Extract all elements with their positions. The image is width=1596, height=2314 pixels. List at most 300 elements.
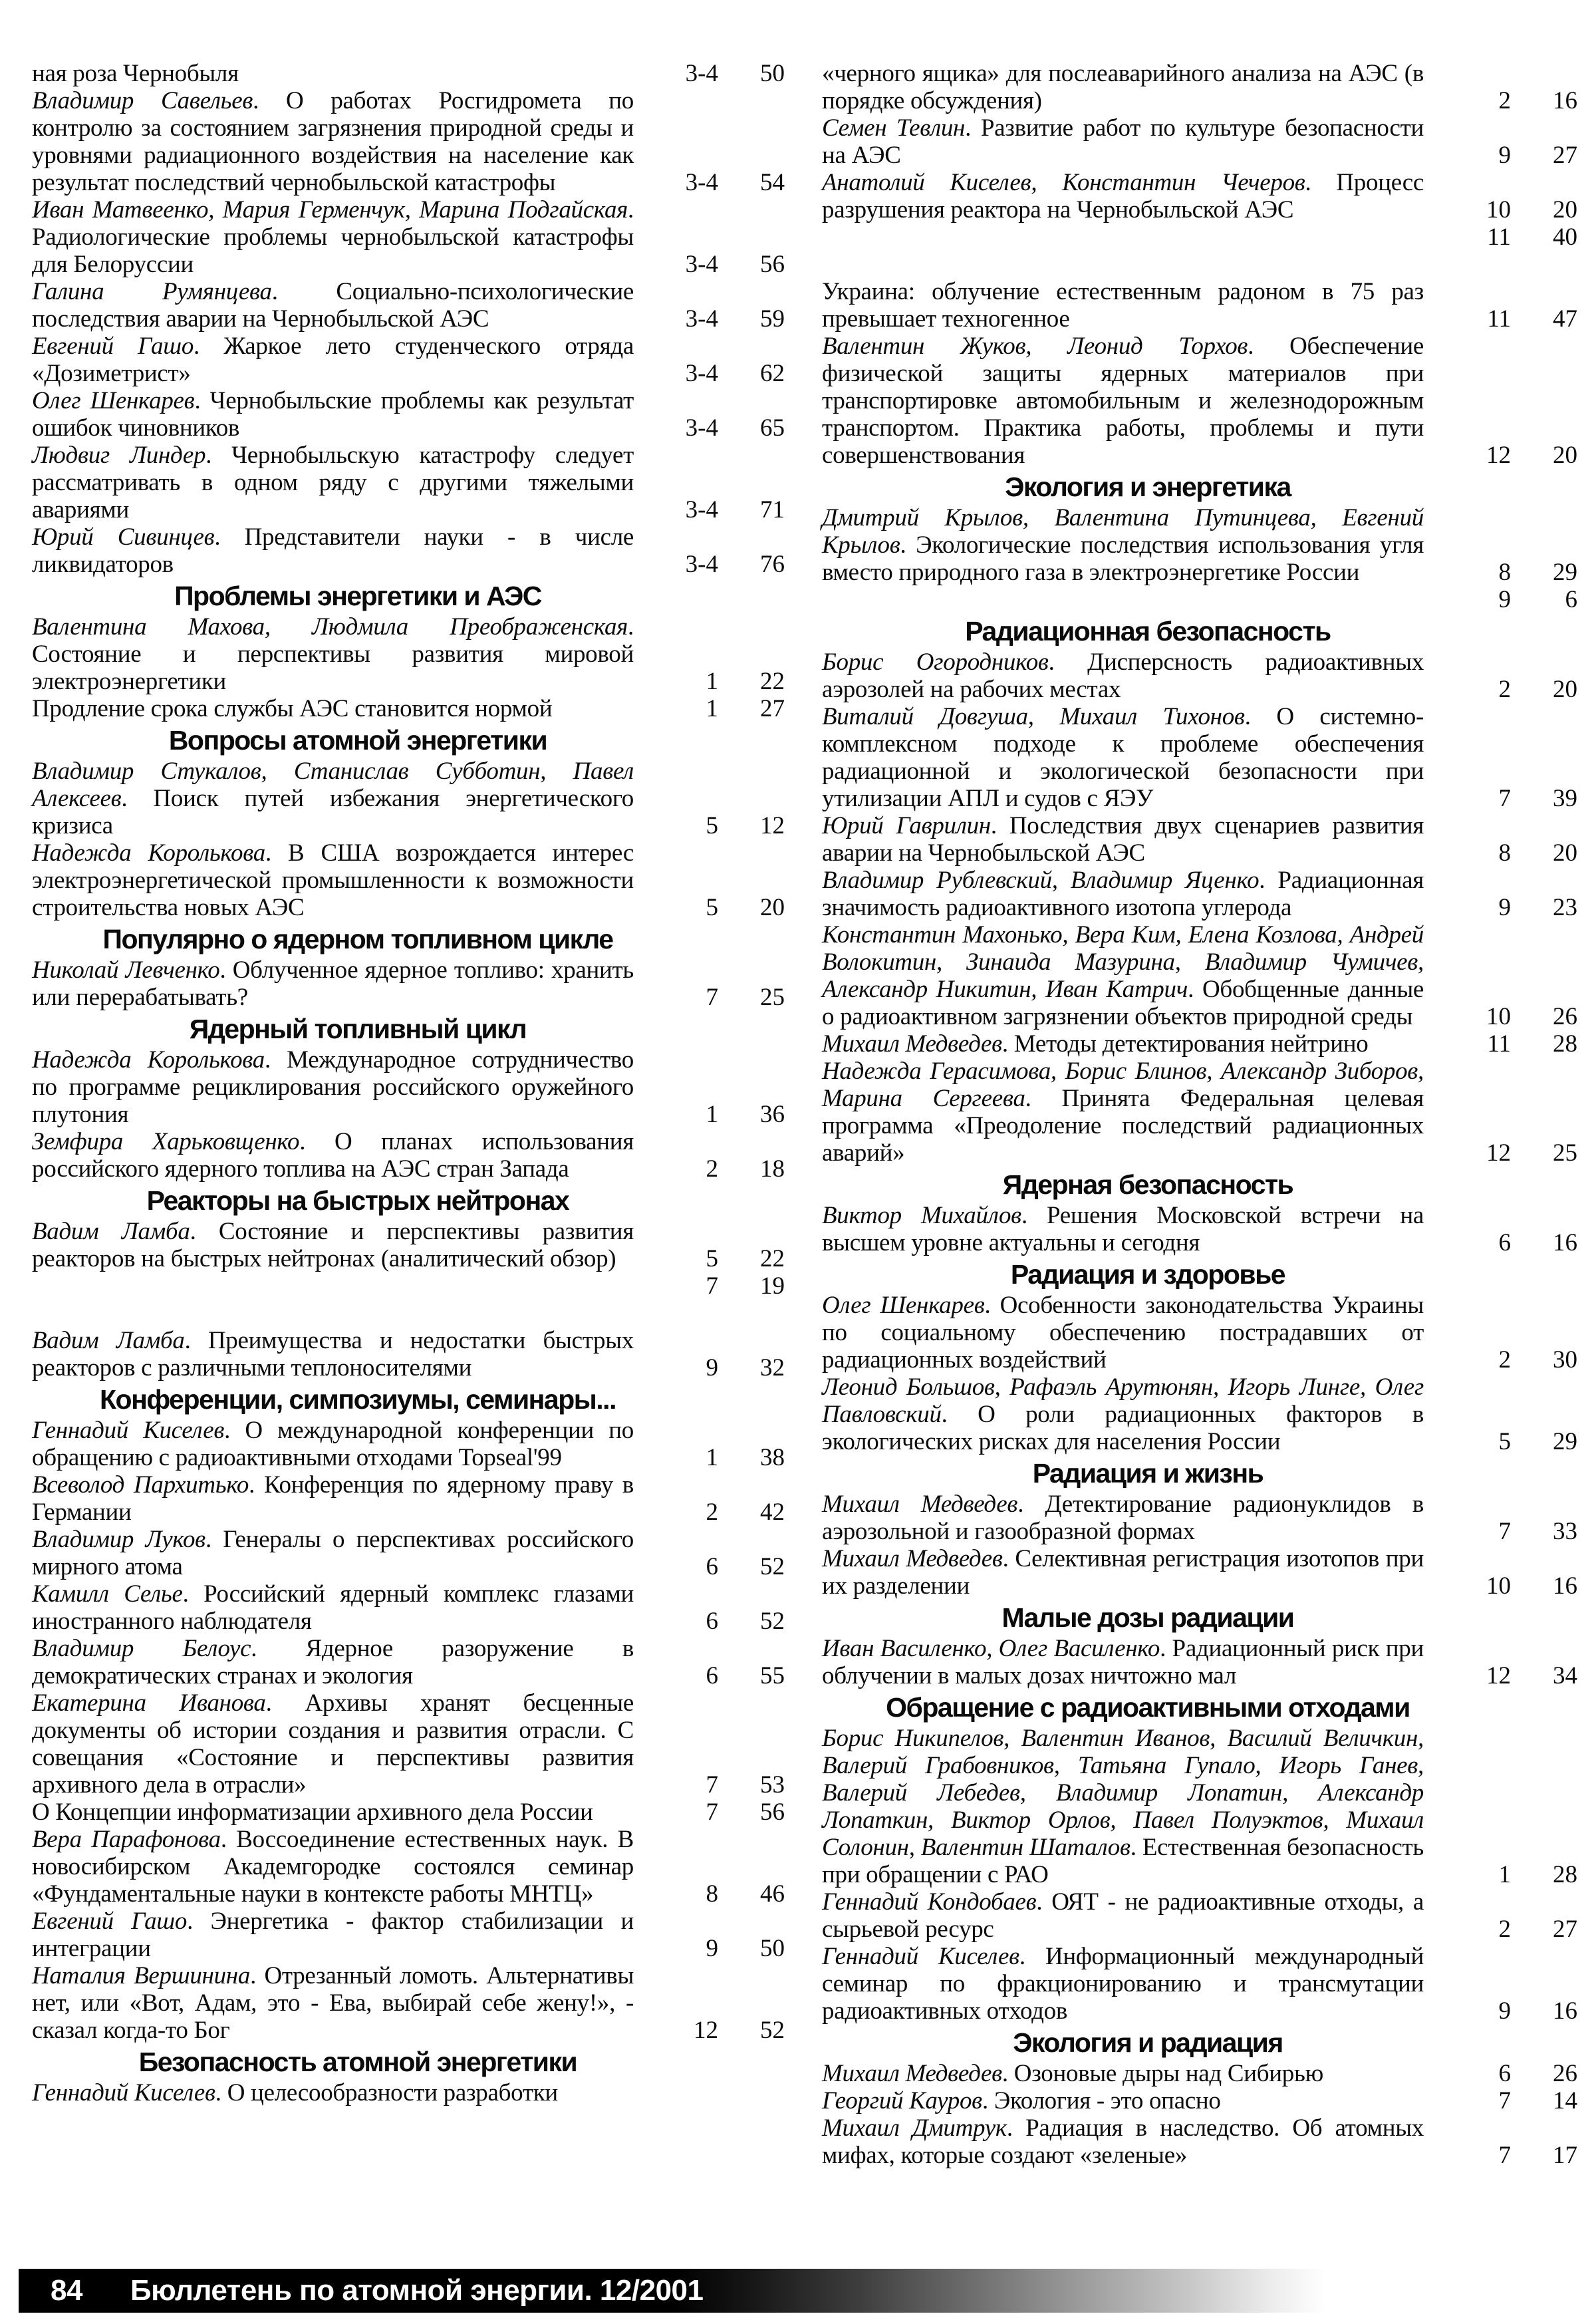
section-heading: Ядерная безопасность (1002, 1169, 1293, 1200)
page-number: 16 (1553, 1997, 1577, 2025)
toc-entry (32, 1046, 785, 1128)
issue-page-ref (670, 984, 785, 1011)
entry-text: Надежда Королькова. В США возрождается интерес электроэнергетической промышленности к возможности строительства новых АЭС (32, 839, 634, 921)
spacer (32, 1300, 785, 1327)
toc-entry (32, 1128, 785, 1183)
entry-text (822, 60, 1424, 114)
issue-page-ref (670, 1499, 785, 1526)
entry-refs (1424, 87, 1577, 114)
issue-page-ref (670, 695, 785, 722)
issue-number: 2 (1498, 1346, 1511, 1374)
entry-title: Экологические последствия использования угля вместо природного газа в электроэнергетике России (822, 531, 1424, 586)
issue-number: 3-4 (685, 496, 718, 523)
page-number: 26 (1553, 1003, 1577, 1030)
entry-title: О Концепции информатизации архивного дела России (32, 1799, 593, 1826)
toc-entry (32, 196, 785, 278)
entry-text: Надежда Королькова. Международное сотрудничество по программе рециклирования российского оружейного плутония (32, 1046, 634, 1128)
entry-text: Борис Огородников. Дисперсность радиоактивных аэрозолей на рабочих местах (822, 649, 1424, 703)
entry-title: Естественная безопасность при обращении с РАО (822, 1834, 1424, 1888)
issue-page-ref (670, 1608, 785, 1635)
issue-number: 1 (706, 1101, 718, 1128)
issue-page-ref (670, 305, 785, 333)
issue-page-ref (670, 1354, 785, 1381)
toc-entry (32, 333, 785, 387)
issue-page-ref (670, 251, 785, 278)
section-heading: Малые дозы радиации (1001, 1602, 1294, 1633)
toc-entry (822, 60, 1577, 114)
issue-number: 3-4 (685, 251, 718, 278)
entry-author: Михаил Медведев (822, 2060, 1002, 2087)
section-heading: Безопасность атомной энергетики (138, 2047, 577, 2077)
issue-page-ref (670, 1444, 785, 1471)
entry-title: Особенности законодательства Украины по социальному обеспечению пострадавших от радиационных воздействий (822, 1292, 1424, 1374)
entry-title: Жаркое лето студенческого отряда «Дозиметрист» (32, 333, 634, 387)
toc-entry (822, 2087, 1577, 2114)
entry-refs (634, 1354, 785, 1381)
entry-refs (634, 1662, 785, 1689)
issue-page-ref (670, 169, 785, 196)
issue-number: 10 (1486, 1572, 1511, 1600)
issue-number: 7 (1498, 785, 1511, 812)
page-number: 65 (760, 414, 785, 442)
issue-number: 12 (694, 2017, 718, 2044)
entry-title: Генералы о перспективах российского мирного атома (32, 1526, 634, 1580)
entry-author: Валентин Жуков, Леонид Торхов (822, 333, 1248, 360)
toc-entry (822, 1635, 1577, 1689)
entry-author: Олег Шенкарев (822, 1292, 985, 1319)
entry-author: Иван Василенко, Олег Василенко (822, 1635, 1160, 1662)
toc-entry (32, 1327, 785, 1381)
section-heading: Популярно о ядерном топливном цикле (102, 924, 613, 954)
entry-author: Борис Огородников (822, 649, 1049, 676)
toc-entry (822, 1725, 1577, 1888)
page-number: 28 (1553, 1861, 1577, 1888)
entry-title: Поиск путей избежания энергетического кризиса (32, 785, 634, 839)
issue-number: 12 (1486, 1139, 1511, 1167)
entry-refs (1424, 1861, 1577, 1888)
entry-title: ная роза Чернобыля (32, 60, 239, 87)
entry-text: Михаил Дмитрук. Радиация в наследство. Об атомных мифах, которые создают «зеленые» (822, 2114, 1424, 2169)
entry-text: Вадим Ламба. Преимущества и недостатки быстрых реакторов с различными теплоносителями (32, 1327, 634, 1381)
issue-number: 6 (706, 1608, 718, 1635)
entry-title: О международной конференции по обращению с радиоактивными отходами Topseal'99 (32, 1417, 634, 1471)
issue-number: 2 (1498, 676, 1511, 703)
entry-refs (1424, 442, 1577, 469)
entry-refs (634, 1880, 785, 1908)
issue-page-ref (1463, 1428, 1577, 1455)
entry-refs (634, 1553, 785, 1580)
page-number: 23 (1553, 894, 1577, 921)
toc-entry (822, 1374, 1577, 1455)
entry-text: Леонид Большов, Рафаэль Арутюнян, Игорь Линге, Олег Павловский. О роли радиационных факторов в экологических рисках для населения России (822, 1374, 1424, 1455)
issue-number: 10 (1486, 196, 1511, 223)
entry-author: Земфира Харьковщенко (32, 1128, 300, 1155)
entry-author: Камилл Селье (32, 1580, 183, 1608)
toc-entry (822, 812, 1577, 867)
issue-number: 6 (706, 1662, 718, 1689)
issue-page-ref (1463, 223, 1577, 251)
entry-text: Валентина Махова, Людмила Преображенская. Состояние и перспективы развития мировой электроэнергетики (32, 613, 634, 695)
page-number: 55 (760, 1662, 785, 1689)
entry-author: Владимир Савельев (32, 87, 253, 114)
toc-entry (822, 278, 1577, 333)
issue-page-ref (1463, 1003, 1577, 1030)
page-number: 52 (760, 2017, 785, 2044)
entry-refs (1424, 1662, 1577, 1689)
issue-page-ref (1463, 1861, 1577, 1888)
entry-text (32, 695, 634, 722)
toc-entry (32, 387, 785, 442)
page-number: 42 (760, 1499, 785, 1526)
entry-text: Камилл Селье. Российский ядерный комплекс глазами иностранного наблюдателя (32, 1580, 634, 1635)
entry-refs (634, 1245, 785, 1272)
page-number: 18 (760, 1155, 785, 1183)
entry-text: Владимир Луков. Генералы о перспективах российского мирного атома (32, 1526, 634, 1580)
issue-number: 8 (1498, 559, 1511, 586)
entry-title: Ядерное разоружение в демократических странах и экология (32, 1635, 634, 1689)
entry-refs (634, 251, 785, 278)
toc-column-right (822, 60, 1577, 2169)
entry-title: Селективная регистрация изотопов при их разделении (822, 1545, 1424, 1600)
entry-author: Геннадий Кондобаев (822, 1888, 1037, 1916)
page-number: 76 (760, 551, 785, 578)
entry-author: Всеволод Пархитько (32, 1471, 249, 1499)
entry-title: Дисперсность радиоактивных аэрозолей на рабочих местах (822, 649, 1424, 703)
entry-title: О роли радиационных факторов в экологических рисках для населения России (822, 1401, 1424, 1455)
entry-text: Геннадий Киселев. Информационный международный семинар по фракционированию и трансмутации радиоактивных отходов (822, 1943, 1424, 2025)
footer-journal-title: Бюллетень по атомной энергии. 12/2001 (130, 2274, 704, 2307)
entry-title: Международное сотрудничество по программе рециклирования российского оружейного плутония (32, 1046, 634, 1128)
entry-author: Владимир Луков (32, 1526, 205, 1553)
issue-page-ref (670, 1553, 785, 1580)
page-number: 20 (1553, 442, 1577, 469)
page-number: 14 (1553, 2087, 1577, 2114)
entry-title: В США возрождается интерес электроэнергетической промышленности к возможности строительства новых АЭС (32, 839, 634, 921)
toc-entry (822, 1030, 1577, 1058)
section-heading: Обращение с радиоактивными отходами (886, 1692, 1410, 1723)
entry-refs (1424, 1139, 1577, 1167)
entry-refs (634, 60, 785, 87)
section-heading: Радиация и жизнь (1032, 1458, 1264, 1489)
entry-text: Николай Левченко. Облученное ядерное топливо: хранить или перерабатывать? (32, 956, 634, 1011)
entry-author: Юрий Сивинцев (32, 523, 215, 551)
entry-text: Геннадий Киселев. О международной конференции по обращению с радиоактивными отходами Topseal'99 (32, 1417, 634, 1471)
entry-text: Константин Махонько, Вера Ким, Елена Козлова, Андрей Волокитин, Зинаида Мазурина, Владимир Чумичев, Александр Никитин, Иван Катрич. Обобщенные данные о радиоактивном загрязнении объектов природной среды (822, 921, 1424, 1030)
issue-page-ref (1463, 1229, 1577, 1256)
issue-page-ref (670, 551, 785, 578)
entry-text: Вадим Ламба. Состояние и перспективы развития реакторов на быстрых нейтронах (аналитический обзор) (32, 1218, 634, 1272)
section-heading: Конференции, симпозиумы, семинары... (100, 1384, 616, 1415)
entry-text: Виктор Михайлов. Решения Московской встречи на высшем уровне актуальны и сегодня (822, 1202, 1424, 1256)
entry-refs (634, 1101, 785, 1128)
entry-title: Информационный международный семинар по фракционированию и трансмутации радиоактивных отходов (822, 1943, 1424, 2025)
entry-author: Анатолий Киселев, Константин Чечеров (822, 169, 1305, 196)
entry-author: Владимир Стукалов, Станислав Субботин, Павел Алексеев (32, 758, 634, 812)
entry-refs (634, 695, 785, 722)
entry-refs (634, 305, 785, 333)
issue-number: 9 (1498, 1997, 1511, 2025)
toc-entry (822, 1943, 1577, 2025)
issue-number: 3-4 (685, 60, 718, 87)
page-number: 20 (1553, 196, 1577, 223)
entry-refs (634, 1444, 785, 1471)
issue-number: 9 (1498, 894, 1511, 921)
issue-number: 9 (1498, 142, 1511, 169)
entry-refs (1424, 1916, 1577, 1943)
issue-number: 5 (1498, 1428, 1511, 1455)
page-number: 27 (760, 695, 785, 722)
entry-refs (634, 1272, 785, 1300)
entry-author: Екатерина Иванова (32, 1689, 266, 1717)
page-number: 33 (1553, 1518, 1577, 1545)
toc-entry (32, 956, 785, 1011)
toc-entry (822, 1888, 1577, 1943)
issue-page-ref (1463, 586, 1577, 613)
toc-entry (32, 278, 785, 333)
issue-page-ref (1463, 442, 1577, 469)
entry-author: Надежда Герасимова, Борис Блинов, Александр Зиборов, Марина Сергеева (822, 1058, 1424, 1112)
entry-refs (1424, 1428, 1577, 1455)
toc-entry (32, 523, 785, 578)
page-number: 52 (760, 1553, 785, 1580)
entry-title: Конференция по ядерному праву в Германии (32, 1471, 634, 1526)
toc-entry (32, 1799, 785, 1826)
entry-title: Развитие работ по культуре безопасности на АЭС (822, 114, 1424, 169)
entry-refs (1424, 2142, 1577, 2169)
issue-page-ref (1463, 785, 1577, 812)
entry-refs (634, 1799, 785, 1826)
page-number: 46 (760, 1880, 785, 1908)
issue-page-ref (1463, 1139, 1577, 1167)
toc-entry (32, 1526, 785, 1580)
issue-number: 1 (706, 1444, 718, 1471)
entry-title: Архивы хранят бесценные документы об истории создания и развития отрасли. С совещания «Состояние и перспективы развития архивного дела в отрасли» (32, 1689, 634, 1799)
toc-entry (822, 649, 1577, 703)
toc-entry (822, 504, 1577, 586)
page-number: 53 (760, 1771, 785, 1799)
entry-text: Олег Шенкарев. Особенности законодательства Украины по социальному обеспечению пострадавших от радиационных воздействий (822, 1292, 1424, 1374)
page-number: 20 (1553, 676, 1577, 703)
issue-number: 11 (1487, 223, 1511, 251)
issue-number: 3-4 (685, 169, 718, 196)
page-number: 30 (1553, 1346, 1577, 1374)
entry-refs (634, 1608, 785, 1635)
page-number: 56 (760, 1799, 785, 1826)
entry-title: Принята Федеральная целевая программа «Преодоление последствий радиационных аварий» (822, 1085, 1424, 1167)
entry-title: Представители науки - в числе ликвидаторов (32, 523, 634, 578)
entry-text: Надежда Герасимова, Борис Блинов, Александр Зиборов, Марина Сергеева. Принята Федеральная целевая программа «Преодоление последствий радиационных аварий» (822, 1058, 1424, 1167)
entry-text: Семен Тевлин. Развитие работ по культуре безопасности на АЭС (822, 114, 1424, 169)
entry-title: Отрезанный ломоть. Альтернативы нет, или «Вот, Адам, это - Ева, выбирай себе жену!», - сказал когда-то Бог (32, 1962, 634, 2044)
page-number: 52 (760, 1608, 785, 1635)
entry-author: Евгений Гашо (32, 333, 194, 360)
issue-number: 7 (1498, 2142, 1511, 2169)
entry-refs (634, 551, 785, 578)
issue-number: 3-4 (685, 551, 718, 578)
issue-number: 5 (706, 1245, 718, 1272)
section-heading: Проблемы энергетики и АЭС (174, 581, 541, 611)
page-number: 32 (760, 1354, 785, 1381)
issue-number: 2 (706, 1499, 718, 1526)
entry-title: Радиологические проблемы чернобыльской катастрофы для Белоруссии (32, 223, 634, 278)
entry-text: Галина Румянцева. Социально-психологические последствия аварии на Чернобыльской АЭС (32, 278, 634, 333)
entry-title: Обобщенные данные о радиоактивном загрязнении объектов природной среды (822, 976, 1424, 1030)
entry-title: Воссоединение естественных наук. В новосибирском Академгородке состоялся семинар «Фундаментальные науки в контексте работы МНТЦ» (32, 1826, 634, 1908)
page-number: 26 (1553, 2060, 1577, 2087)
entry-text: Анатолий Киселев, Константин Чечеров. Процесс разрушения реактора на Чернобыльской АЭС (822, 169, 1424, 223)
issue-page-ref (670, 414, 785, 442)
entry-text: Виталий Довгуша, Михаил Тихонов. О системно-комплексном подходе к проблеме обеспечения радиационной и экологической безопасности при утилизации АПЛ и судов с ЯЭУ (822, 703, 1424, 812)
issue-number: 9 (706, 1935, 718, 1962)
entry-author: Михаил Медведев (822, 1545, 1003, 1572)
entry-title: Радиационный риск при облучении в малых дозах ничтожно мал (822, 1635, 1424, 1689)
entry-refs (1424, 1229, 1577, 1256)
entry-author: Геннадий Киселев (32, 1417, 225, 1444)
entry-title: Радиационная значимость радиоактивного изотопа углерода (822, 867, 1424, 921)
entry-author: Борис Никипелов, Валентин Иванов, Василий Величкин, Валерий Грабовников, Татьяна Гупало, Игорь Ганев, Валерий Лебедев, Владимир Лопатин, Александр Лопаткин, Виктор Орлов, Павел Полуэктов, Михаил Солонин, Валентин Шаталов (822, 1725, 1424, 1861)
toc-entry (32, 1962, 785, 2044)
page-number: 25 (1553, 1139, 1577, 1167)
page-number: 6 (1565, 586, 1577, 613)
page-number: 12 (760, 812, 785, 839)
toc-entry (822, 921, 1577, 1030)
page-number: 28 (1553, 1030, 1577, 1058)
issue-number: 5 (706, 812, 718, 839)
entry-text: Борис Никипелов, Валентин Иванов, Василий Величкин, Валерий Грабовников, Татьяна Гупало, Игорь Ганев, Валерий Лебедев, Владимир Лопатин, Александр Лопаткин, Виктор Орлов, Павел Полуэктов, Михаил Солонин, Валентин Шаталов. Естественная безопасность при обращении с РАО (822, 1725, 1424, 1888)
entry-text: Всеволод Пархитько. Конференция по ядерному праву в Германии (32, 1471, 634, 1526)
entry-text: Евгений Гашо. Жаркое лето студенческого отряда «Дозиметрист» (32, 333, 634, 387)
section-heading: Ядерный топливный цикл (189, 1014, 527, 1044)
entry-text: Геннадий Киселев. О целесообразности разработки (32, 2079, 558, 2106)
issue-page-ref (1463, 2087, 1577, 2114)
issue-page-ref (670, 1155, 785, 1183)
toc-entry (32, 1218, 785, 1272)
entry-title: «черного ящика» для послеаварийного анализа на АЭС (в порядке обсуждения) (822, 60, 1424, 114)
issue-number: 5 (706, 894, 718, 921)
page-number: 20 (1553, 839, 1577, 867)
issue-page-ref (670, 1272, 785, 1300)
issue-page-ref (670, 1799, 785, 1826)
issue-number: 12 (1486, 442, 1511, 469)
entry-refs (634, 1771, 785, 1799)
page-number: 16 (1553, 1229, 1577, 1256)
issue-number: 8 (706, 1880, 718, 1908)
entry-author: Надежда Королькова (32, 839, 265, 867)
toc-entry (822, 1545, 1577, 1600)
entry-title: Облученное ядерное топливо: хранить или перерабатывать? (32, 956, 634, 1011)
entry-refs (634, 414, 785, 442)
page-number: 22 (760, 1245, 785, 1272)
issue-page-ref (670, 894, 785, 921)
page-number: 27 (1553, 1916, 1577, 1943)
toc-entry (32, 695, 785, 722)
issue-number: 7 (706, 1771, 718, 1799)
entry-refs (1424, 676, 1577, 703)
issue-page-ref (670, 1101, 785, 1128)
entry-title: Озоновые дыры над Сибирью (1013, 2060, 1323, 2087)
entry-refs (634, 360, 785, 387)
issue-page-ref (670, 1880, 785, 1908)
toc-entry (32, 1908, 785, 1962)
page-number: 47 (1553, 305, 1577, 333)
entry-refs (1424, 1572, 1577, 1600)
page-number: 40 (1553, 223, 1577, 251)
entry-author: Валентина Махова, Людмила Преображенская (32, 613, 628, 641)
entry-refs (634, 1155, 785, 1183)
issue-number: 7 (1498, 1518, 1511, 1545)
entry-title: Российский ядерный комплекс глазами иностранного наблюдателя (32, 1580, 634, 1635)
entry-text: Юрий Гаврилин. Последствия двух сценариев развития аварии на Чернобыльской АЭС (822, 812, 1424, 867)
entry-author: Константин Махонько, Вера Ким, Елена Козлова, Андрей Волокитин, Зинаида Мазурина, Владимир Чумичев, Александр Никитин, Иван Катрич (822, 921, 1424, 1003)
entry-text: Вера Парафонова. Воссоединение естественных наук. В новосибирском Академгородке состоялся семинар «Фундаментальные науки в контексте работы МНТЦ» (32, 1826, 634, 1908)
issue-number: 11 (1487, 305, 1511, 333)
entry-title: Радиация в наследство. Об атомных мифах, которые создают «зеленые» (822, 2114, 1424, 2169)
entry-text: Михаил Медведев. Детектирование радионуклидов в аэрозольной и газообразной формах (822, 1491, 1424, 1545)
entry-author: Юрий Гаврилин (822, 812, 991, 839)
section-heading: Вопросы атомной энергетики (168, 725, 547, 756)
toc-entry (32, 1417, 785, 1471)
toc-entry (822, 169, 1577, 223)
entry-text: Владимир Стукалов, Станислав Субботин, Павел Алексеев. Поиск путей избежания энергетического кризиса (32, 758, 634, 839)
issue-page-ref (1463, 2142, 1577, 2169)
entry-title: Обеспечение физической защиты ядерных материалов при транспортировке автомобильным и железнодорожным транспортом. Практика работы, проблемы и пути совершенствования (822, 333, 1424, 469)
entry-refs (634, 668, 785, 695)
entry-author: Вадим Ламба (32, 1218, 190, 1245)
toc-entry (822, 867, 1577, 921)
issue-page-ref (1463, 1346, 1577, 1374)
section-heading: Экология и энергетика (1005, 472, 1291, 502)
toc-entry (822, 1202, 1577, 1256)
entry-refs (634, 1499, 785, 1526)
entry-refs (1424, 1030, 1577, 1058)
issue-number: 1 (706, 668, 718, 695)
entry-text: Владимир Савельев. О работах Росгидромета по контролю за состоянием загрязнения природной среды и уровнями радиационного воздействия на население как результат последствий чернобыльской катастрофы (32, 87, 634, 196)
entry-text (32, 60, 634, 87)
footer-page-number: 84 (51, 2274, 82, 2307)
page-number: 27 (1553, 142, 1577, 169)
issue-page-ref (1463, 87, 1577, 114)
entry-author: Олег Шенкарев (32, 387, 195, 414)
issue-page-ref (1463, 1662, 1577, 1689)
issue-page-ref (670, 1935, 785, 1962)
entry-author: Владимир Белоус (32, 1635, 251, 1662)
issue-page-ref (1463, 1572, 1577, 1600)
issue-number: 7 (706, 984, 718, 1011)
entry-author: Михаил Дмитрук (822, 2114, 1007, 2142)
entry-author: Виктор Михайлов (822, 1202, 1021, 1229)
toc-entry (32, 60, 785, 87)
section-heading: Радиация и здоровье (1010, 1259, 1285, 1290)
entry-refs (1424, 1518, 1577, 1545)
entry-title: ОЯТ - не радиоактивные отходы, а сырьевой ресурс (822, 1888, 1424, 1943)
entry-text: Валентин Жуков, Леонид Торхов. Обеспечение физической защиты ядерных материалов при транспортировке автомобильным и железнодорожным транспортом. Практика работы, проблемы и пути совершенствования (822, 333, 1424, 469)
entry-refs (1424, 2087, 1577, 2114)
entry-author: Виталий Довгуша, Михаил Тихонов (822, 703, 1245, 730)
entry-title: О целесообразности разработки (227, 2079, 558, 2106)
page-number: 62 (760, 360, 785, 387)
entry-title: Украина: облучение естественным радоном в 75 раз превышает техногенное (822, 278, 1424, 333)
page-number: 17 (1553, 2142, 1577, 2169)
entry-text: Михаил Медведев. Селективная регистрация изотопов при их разделении (822, 1545, 1424, 1600)
issue-page-ref (670, 668, 785, 695)
entry-title: Решения Московской встречи на высшем уровне актуальны и сегодня (822, 1202, 1424, 1256)
toc-column-left (32, 60, 785, 2106)
issue-page-ref (1463, 2060, 1577, 2087)
toc-entry (822, 2060, 1577, 2087)
entry-refs (1424, 586, 1577, 613)
toc-entry (32, 613, 785, 695)
entry-text: Владимир Белоус. Ядерное разоружение в демократических странах и экология (32, 1635, 634, 1689)
